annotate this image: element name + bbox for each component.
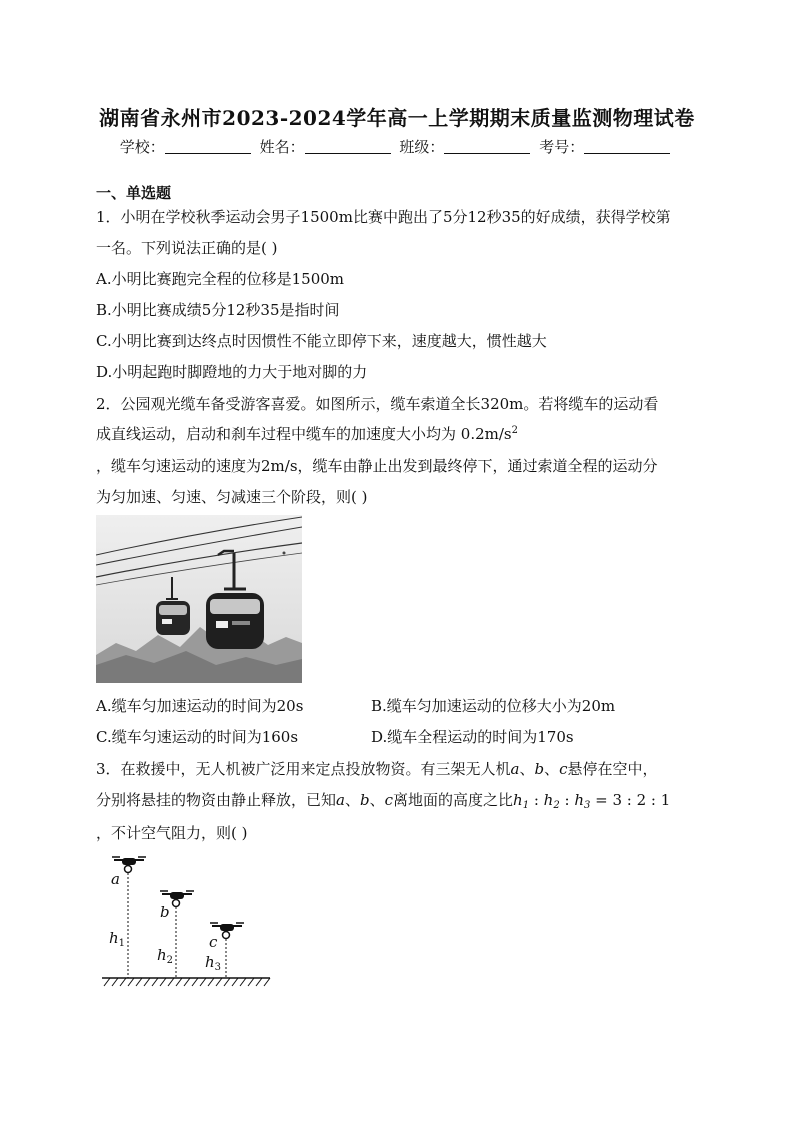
ratio-h1: $h_1$ bbox=[513, 791, 530, 811]
q3-stem-line1b: 悬停在空中， bbox=[567, 760, 658, 778]
class-blank[interactable] bbox=[444, 139, 530, 154]
drone-diagram bbox=[100, 854, 275, 989]
q3-sep2-2: 、 bbox=[369, 791, 385, 809]
q1-option-b: B.小明比赛成绩5分12秒35是指时间 bbox=[96, 301, 340, 319]
ratio-h2: $h_2$ bbox=[543, 791, 560, 811]
q3-stem-line1a: 3．在救援中，无人机被广泛用来定点投放物资。有三架无人机 bbox=[96, 760, 511, 778]
q3-var-a-2: a bbox=[336, 791, 345, 809]
label-a: a bbox=[111, 870, 120, 888]
q2-stem-line2-text: 成直线运动，启动和刹车过程中缆车的加速度大小均为 0.2m/s bbox=[96, 425, 512, 443]
label-b: b bbox=[160, 903, 170, 921]
q3-stem-line2a: 分别将悬挂的物资由静止释放，已知 bbox=[96, 791, 337, 809]
q2-stem-superscript: 2 bbox=[511, 425, 518, 436]
q2-stem-line1: 2．公园观光缆车备受游客喜爱。如图所示，缆车索道全长320m。若将缆车的运动看 bbox=[96, 395, 659, 413]
q2-option-c: C.缆车匀速运动的时间为160s bbox=[96, 728, 299, 746]
q3-stem-line2: 分别将悬挂的物资由静止释放，已知a、b、c离地面的高度之比$h_1$ : $h_2$ : $h_3 = 3$ : 2 : 1 bbox=[96, 791, 671, 811]
q3-var-a: a bbox=[510, 760, 520, 778]
q2-option-a: A.缆车匀加速运动的时间为20s bbox=[96, 697, 304, 715]
q2-stem-line4: 为匀加速、匀速、匀减速三个阶段，则( ) bbox=[96, 488, 368, 506]
q2-stem-line3: ，缆车匀速运动的速度为2m/s，缆车由静止出发到最终停下，通过索道全程的运动分 bbox=[96, 457, 658, 475]
q3-sep1-2: 、 bbox=[344, 791, 360, 809]
q1-option-c: C.小明比赛到达终点时因惯性不能立即停下来，速度越大，惯性越大 bbox=[96, 332, 547, 350]
ratio-h3: $h_3$ bbox=[574, 791, 591, 811]
q1-option-a: A.小明比赛跑完全程的位移是1500m bbox=[96, 270, 344, 288]
label-h2: $h_2$ bbox=[157, 946, 174, 966]
q3-var-c: c bbox=[559, 760, 568, 778]
cable-car-photo bbox=[96, 515, 302, 683]
label-c: c bbox=[209, 933, 218, 951]
name-label: 姓名： bbox=[259, 138, 305, 156]
q2-stem-line2 bbox=[96, 423, 518, 444]
q2-option-b: B.缆车匀加速运动的位移大小为20m bbox=[371, 697, 616, 715]
student-info-row bbox=[0, 136, 794, 157]
q2-option-d: D.缆车全程运动的时间为170s bbox=[371, 728, 574, 746]
q3-sep1: 、 bbox=[519, 760, 535, 778]
ratio-values: 3 : 2 : 1 bbox=[612, 791, 671, 809]
class-label: 班级： bbox=[399, 138, 445, 156]
q3-var-b-2: b bbox=[359, 791, 370, 809]
name-blank[interactable] bbox=[305, 139, 391, 154]
q3-var-b: b bbox=[534, 760, 545, 778]
q3-var-c-2: c bbox=[384, 791, 394, 809]
q1-stem-line1: 1．小明在学校秋季运动会男子1500m比赛中跑出了5分12秒35的好成绩，获得学校第 bbox=[96, 208, 671, 226]
q3-stem-line1 bbox=[96, 758, 658, 779]
number-blank[interactable] bbox=[584, 139, 670, 154]
label-h3: $h_3$ bbox=[205, 953, 222, 973]
section-title: 一、单选题 bbox=[96, 184, 172, 202]
label-h1: $h_1$ bbox=[109, 929, 126, 949]
q1-stem-line2: 一名。下列说法正确的是( ) bbox=[96, 239, 278, 257]
q3-stem-line3: ，不计空气阻力，则( ) bbox=[96, 824, 248, 842]
school-blank[interactable] bbox=[165, 139, 251, 154]
q3-sep2: 、 bbox=[544, 760, 560, 778]
school-label: 学校： bbox=[119, 138, 165, 156]
q3-stem-line2b: 离地面的高度之比 bbox=[393, 791, 514, 809]
q1-option-d: D.小明起跑时脚蹬地的力大于地对脚的力 bbox=[96, 363, 368, 381]
number-label: 考号： bbox=[539, 138, 585, 156]
page-title: 湖南省永州市2023-2024学年高一上学期期末质量监测物理试卷 bbox=[99, 106, 695, 130]
